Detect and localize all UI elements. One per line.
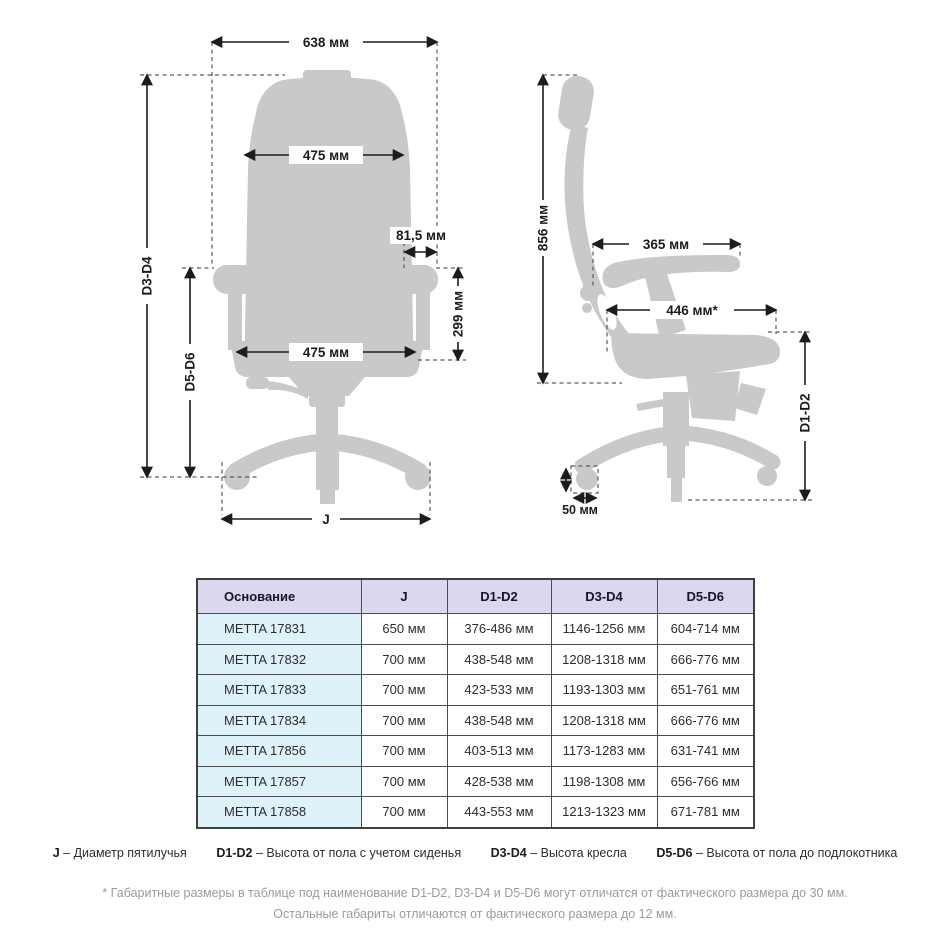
base-foot-nub [671,476,682,502]
cell-d3d4: 1208-1318 мм [551,705,657,736]
table-row [197,766,754,797]
base-center-foot [320,488,335,504]
cell-d1d2: 443-553 мм [447,797,551,828]
column-header-d5d6: D5-D6 [657,579,754,614]
dim-chair-height-code: D3-D4 [139,256,155,296]
cell-d5d6: 666-776 мм [657,705,754,736]
base-dimensions-table [196,578,755,829]
cell-j: 700 мм [361,797,447,828]
cell-d1d2: 428-538 мм [447,766,551,797]
table-header-row [197,579,754,614]
column-header-base: Основание [197,579,361,614]
dim-seat-height-code: D1-D2 [797,393,813,433]
armrest-post-left [228,288,242,350]
legend-desc: – Высота от пола до подлокотника [695,846,898,860]
dim-base-diameter-code: J [322,512,330,527]
cell-d3d4: 1198-1308 мм [551,766,657,797]
cell-j: 700 мм [361,705,447,736]
side-view-chair [556,74,780,502]
table-row [197,705,754,736]
cell-base: METTA 17858 [197,797,361,828]
legend-item-j [53,846,187,860]
cell-base: METTA 17833 [197,675,361,706]
cell-d1d2: 403-513 мм [447,736,551,767]
cell-d1d2: 438-548 мм [447,705,551,736]
cell-d5d6: 651-761 мм [657,675,754,706]
gas-lift-collar [309,393,345,407]
front-view-chair [213,70,438,504]
adjust-knob-large [580,285,596,301]
dimensions-table-wrap [196,578,755,829]
cell-d1d2: 438-548 мм [447,644,551,675]
cell-d5d6: 604-714 мм [657,614,754,645]
table-row [197,614,754,645]
base-foot-side [667,442,685,478]
cell-d1d2: 423-533 мм [447,675,551,706]
cell-d3d4: 1173-1283 мм [551,736,657,767]
column-header-j: J [361,579,447,614]
cell-j: 650 мм [361,614,447,645]
cell-d3d4: 1213-1323 мм [551,797,657,828]
cell-base: METTA 17831 [197,614,361,645]
footnote-line-1: * Габаритные размеры в таблице под наименование D1-D2, D3-D4 и D5-D6 могут отличатся от фактического размера до 30 мм. [102,886,848,900]
cell-d3d4: 1208-1318 мм [551,644,657,675]
column-header-d1d2: D1-D2 [447,579,551,614]
dim-backrest-height: 856 мм [535,204,551,252]
dim-caster-size: 50 мм [562,503,598,517]
cell-base: METTA 17832 [197,644,361,675]
caster-side-right [757,466,777,486]
armrest-post-right [416,288,430,350]
seat-side [612,333,781,379]
legend-desc: – Высота от пола с учетом сиденья [255,846,462,860]
base-center-leg [316,438,339,490]
legend-term: D3-D4 [490,846,527,860]
dim-armrest-to-seat-height: 299 мм [450,290,466,338]
table-row [197,797,754,828]
dim-seat-width: 475 мм [302,345,350,360]
legend [0,846,950,860]
seat-mechanism [686,371,740,421]
cell-d5d6: 666-776 мм [657,644,754,675]
cell-j: 700 мм [361,644,447,675]
footnote-line-2: Остальные габариты отличаются от фактического размера до 12 мм. [273,907,677,921]
cell-base: METTA 17856 [197,736,361,767]
cell-d3d4: 1146-1256 мм [551,614,657,645]
cell-d1d2: 376-486 мм [447,614,551,645]
adjust-knob-small [582,303,592,313]
legend-term: D5-D6 [656,846,693,860]
cell-d5d6: 631-741 мм [657,736,754,767]
lever-handle [246,377,269,389]
column-header-d3d4: D3-D4 [551,579,657,614]
dim-armrest-height-code: D5-D6 [182,352,198,392]
table-row [197,736,754,767]
dim-overall-width: 638 мм [302,35,350,50]
mechanism-block [734,383,766,415]
cell-d5d6: 656-766 мм [657,766,754,797]
caster-side-left [576,468,598,490]
backrest-front [245,77,413,350]
dim-seat-depth: 446 мм* [666,303,718,318]
legend-term: J [52,846,60,860]
cell-base: METTA 17834 [197,705,361,736]
legend-desc: – Высота кресла [530,846,627,860]
legend-item-d5d6 [656,846,897,860]
dim-armrest-length: 365 мм [642,237,690,252]
cell-j: 700 мм [361,675,447,706]
legend-item-d1d2 [216,846,461,860]
cell-d5d6: 671-781 мм [657,797,754,828]
dim-backrest-width: 475 мм [302,148,350,163]
legend-term: D1-D2 [216,846,253,860]
legend-desc: – Диаметр пятилучья [63,846,187,860]
legend-item-d3d4 [491,846,627,860]
cell-j: 700 мм [361,766,447,797]
cell-base: METTA 17857 [197,766,361,797]
table-row [197,644,754,675]
armrest-side-pad [602,255,740,288]
table-row [197,675,754,706]
cell-j: 700 мм [361,736,447,767]
caster-right [405,464,431,490]
headrest-side [556,74,596,132]
dim-armrest-inset: 81,5 мм [396,228,446,243]
cell-d3d4: 1193-1303 мм [551,675,657,706]
armrest-pad-left [213,265,274,294]
